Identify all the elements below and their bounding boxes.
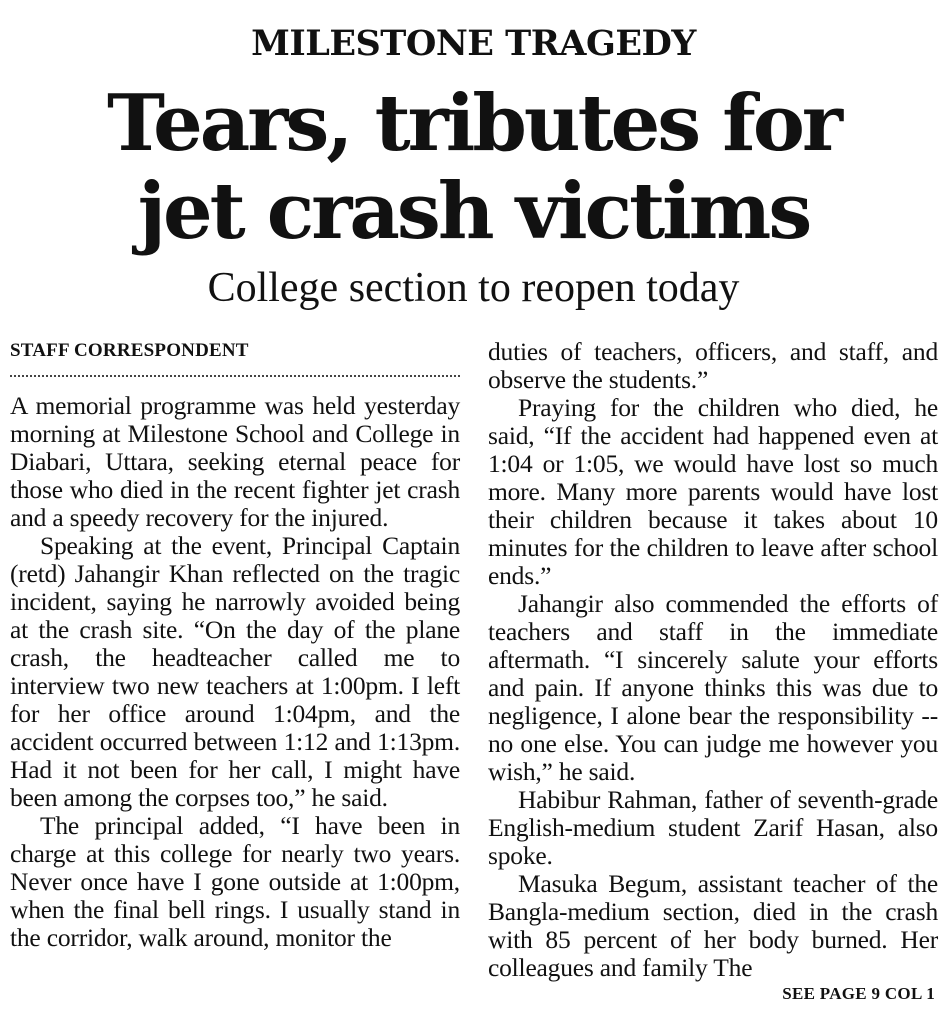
article-headline: [0, 80, 947, 256]
byline-divider: [10, 375, 460, 377]
headline-line-2: jet crash victims: [137, 166, 810, 257]
continued-on-page: SEE PAGE 9 COL 1: [782, 984, 935, 1003]
paragraph: Jahangir also commended the efforts of teachers and staff in the immediate aftermath. “I sincerely salute your efforts and pain. If anyone thinks this was due to negligence, I alone bear the responsibility -- no one else. You can judge me however you wish,” he said.: [488, 589, 938, 786]
article-subhead: College section to reopen today: [207, 265, 740, 311]
byline: STAFF CORRESPONDENT: [10, 340, 249, 361]
paragraph: The principal added, “I have been in charge at this college for nearly two years. Never once have I gone outside at 1:00pm, when the final bell rings. I usually stand in the corridor, walk around, monitor the: [10, 811, 460, 952]
right-column: [488, 338, 938, 982]
headline-line-1: Tears, tributes for: [107, 78, 840, 169]
article-kicker: MILESTONE TRAGEDY: [251, 23, 696, 64]
paragraph: Habibur Rahman, father of seventh-grade English-medium student Zarif Hasan, also spoke.: [488, 785, 938, 870]
paragraph: Masuka Begum, assistant teacher of the Bangla-medium section, died in the crash with 85 percent of her body burned. Her colleagues and family The: [488, 869, 938, 982]
paragraph: Speaking at the event, Principal Captain (retd) Jahangir Khan reflected on the tragic incident, saying he narrowly avoided being at the crash site. “On the day of the plane crash, the headteacher called me to interview two new teachers at 1:00pm. I left for her office around 1:04pm, and the accident occurred between 1:12 and 1:13pm. Had it not been for her call, I might have been among the corpses too,” he said.: [10, 531, 460, 812]
paragraph: A memorial programme was held yesterday morning at Milestone School and College in Diabari, Uttara, seeking eternal peace for those who died in the recent fighter jet crash and a speedy recovery for the injured.: [10, 391, 460, 532]
paragraph: Praying for the children who died, he said, “If the accident had happened even at 1:04 or 1:05, we would have lost so much more. Many more parents would have lost their children because it takes about 10 minutes for the children to leave after school ends.”: [488, 393, 938, 590]
left-column: [10, 392, 460, 952]
paragraph: duties of teachers, officers, and staff, and observe the students.”: [488, 337, 938, 394]
